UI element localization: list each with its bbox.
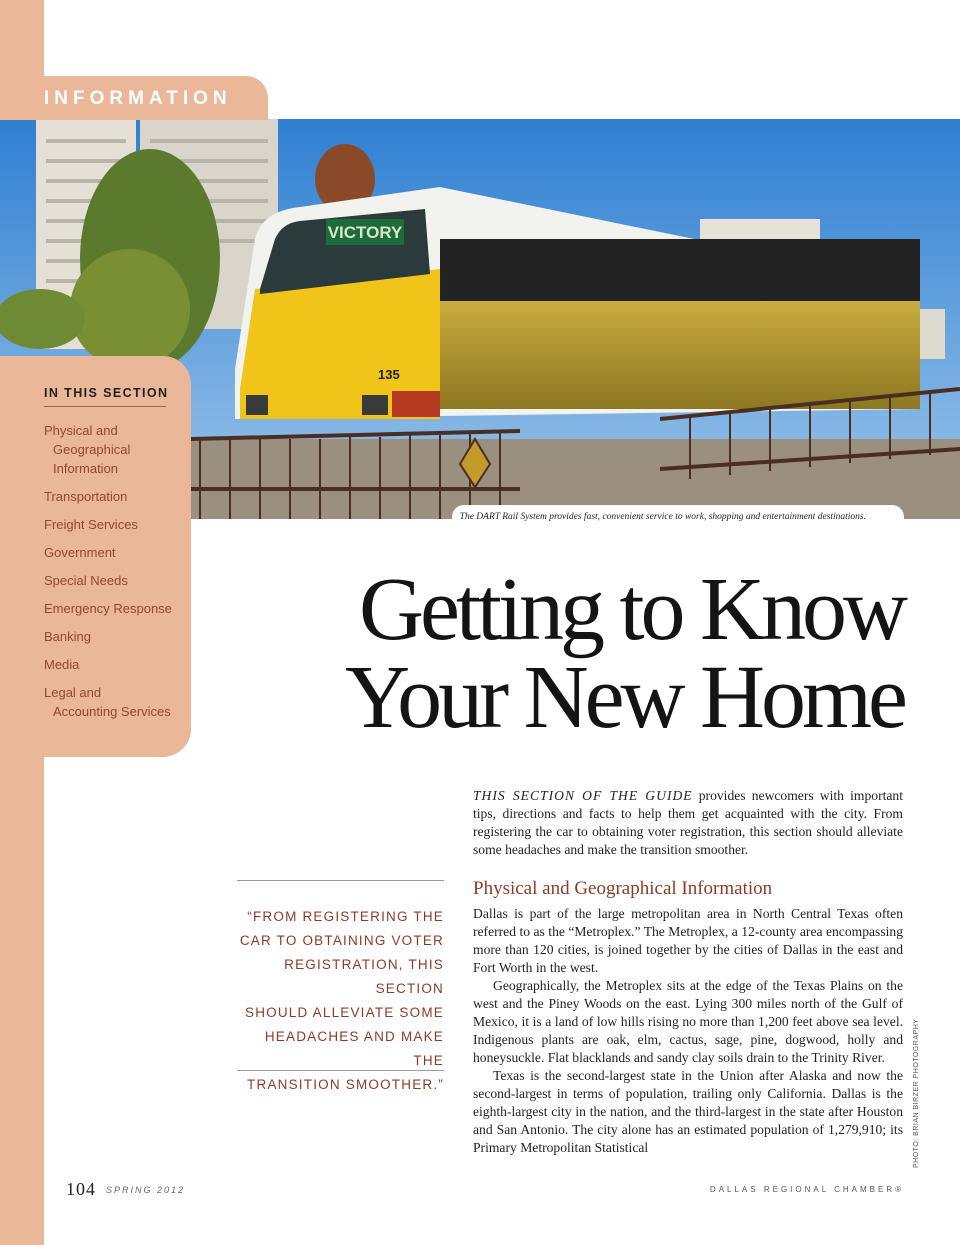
pull-quote-line: CAR TO OBTAINING VOTER (239, 933, 444, 948)
page-headline (345, 560, 904, 747)
sidebar-item-label: Special Needs (44, 573, 128, 588)
sidebar-item-label: Transportation (44, 489, 128, 504)
article-paragraph: Dallas is part of the large metropolitan area in North Central Texas often referred to as the “Metroplex.” The Metroplex, a 12-county area encompassing more than 120 cities, is joined together by the cities of Dallas in the east and Fort Worth in the west. (473, 906, 903, 975)
sidebar-item-transportation[interactable] (44, 487, 184, 506)
section-tab (0, 76, 268, 120)
pull-quote-line: TRANSITION SMOOTHER.” (247, 1077, 444, 1092)
pull-quote (237, 880, 444, 1092)
intro-paragraph (473, 787, 903, 859)
issue-label: SPRING 2012 (106, 1185, 186, 1195)
sidebar-item-label-cont: Information (53, 461, 119, 476)
sidebar-item-legal-accounting[interactable] (44, 683, 184, 721)
sidebar-item-label: Banking (44, 629, 91, 644)
sidebar-heading: IN THIS SECTION (44, 386, 166, 407)
article-body (473, 905, 903, 1157)
sidebar-item-label: Physical and (44, 423, 118, 438)
sidebar-item-label: Media (44, 657, 80, 672)
sidebar-item-label: Freight Services (44, 517, 138, 532)
publisher-label: DALLAS REGIONAL CHAMBER® (709, 1185, 904, 1194)
sidebar-item-media[interactable] (44, 655, 184, 674)
photo-credit: PHOTO: BRIAN BIRZER PHOTOGRAPHY (913, 1018, 920, 1168)
sidebar-item-label: Emergency Response (44, 601, 172, 616)
intro-text: provides newcomers with important tips, directions and facts to help them get acquainted with the city. From registering the car to obtaining voter registration, this section should alleviate some headaches and make the transition smoother. (473, 788, 903, 857)
section-list (44, 421, 184, 721)
sidebar-item-government[interactable] (44, 543, 184, 562)
headline-line-2: Your New Home (345, 648, 904, 747)
photo-caption-tab (452, 505, 904, 527)
sidebar-item-special-needs[interactable] (44, 571, 184, 590)
sidebar-item-label-cont: Accounting Services (53, 704, 171, 719)
article-paragraph: Geographically, the Metroplex sits at the edge of the Texas Plains on the west and the Piney Woods on the east. Lying 300 miles north of the Gulf of Mexico, it is a land of low hills rising no more than 1,200 feet above sea level. Indigenous plants are oak, elm, cactus, sage, pine, dogwood, holly and honeysuckle. Flat blacklands and sandy clay soils drain to the Trinity River. (473, 978, 903, 1065)
car-number: 135 (378, 367, 400, 382)
sidebar-item-banking[interactable] (44, 627, 184, 646)
in-this-section-sidebar (0, 356, 191, 757)
sidebar-item-label: Legal and (44, 685, 102, 700)
sidebar-item-freight-services[interactable] (44, 515, 184, 534)
pull-quote-line: HEADACHES AND MAKE THE (264, 1029, 444, 1068)
sidebar-item-emergency-response[interactable] (44, 599, 184, 618)
pull-quote-line: “FROM REGISTERING THE (247, 909, 444, 924)
sidebar-item-label-cont: Geographical (53, 442, 131, 457)
photo-caption: The DART Rail System provides fast, convenient service to work, shopping and entertainment destinations. (459, 512, 866, 522)
section-tab-label: INFORMATION (44, 88, 232, 109)
article-paragraph: Texas is the second-largest state in the Union after Alaska and now the second-largest in terms of population, trailing only California. Dallas is the eighth-largest city in the nation, and the third-largest in the state after Houston and San Antonio. The city alone has an estimated population of 1,279,910; its Primary Metropolitan Statistical (473, 1068, 903, 1155)
intro-lead: THIS SECTION OF THE GUIDE (473, 788, 693, 803)
sidebar-item-physical-geographical[interactable] (44, 421, 184, 478)
pull-quote-line: REGISTRATION, THIS SECTION (284, 957, 444, 996)
page-number: 104 (66, 1179, 96, 1199)
sidebar-item-label: Government (44, 545, 116, 560)
pull-quote-line: SHOULD ALLEVIATE SOME (244, 1005, 444, 1020)
headline-line-1: Getting to Know (359, 560, 904, 659)
destination-sign: VICTORY (327, 223, 403, 242)
article-subheading: Physical and Geographical Information (473, 878, 773, 899)
